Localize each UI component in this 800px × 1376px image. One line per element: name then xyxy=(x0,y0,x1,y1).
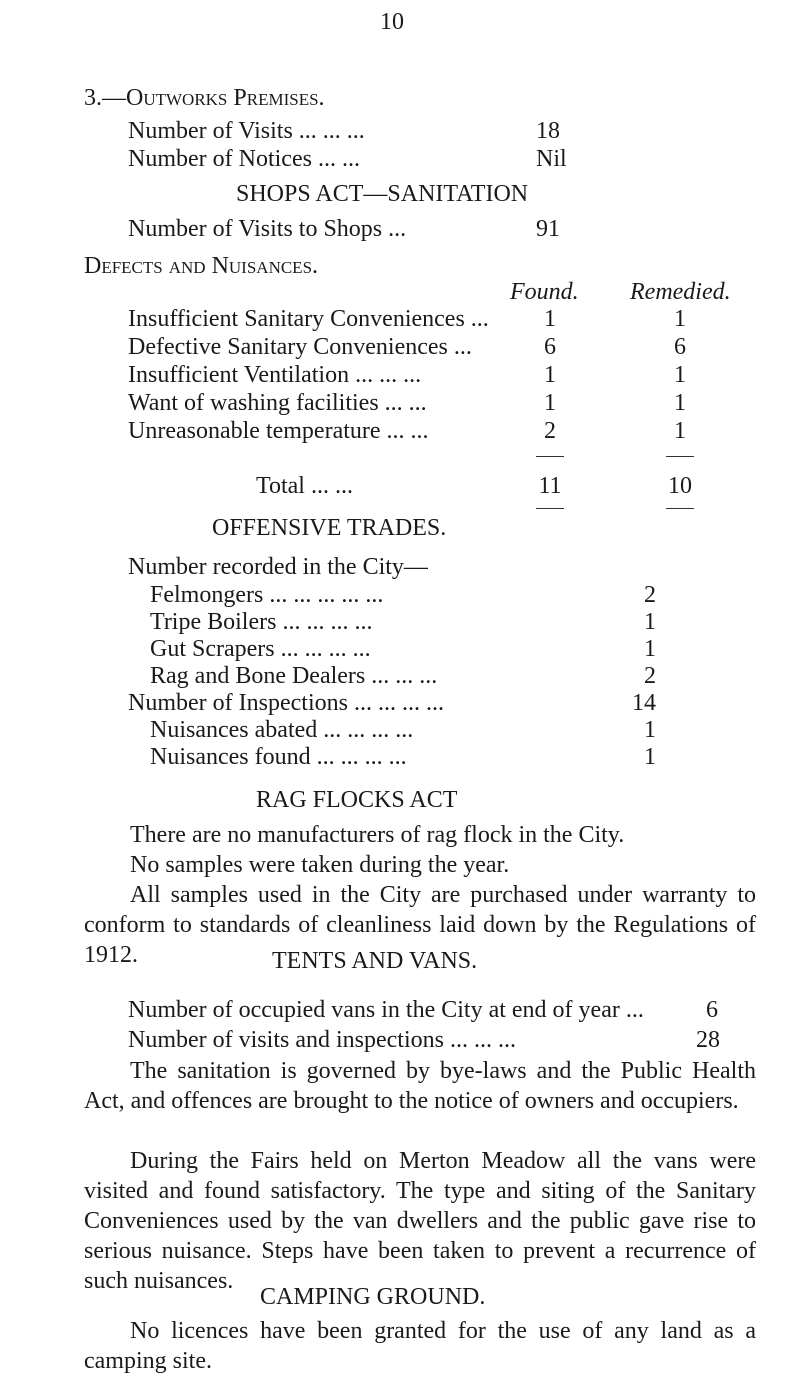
vans-label: Number of occupied vans in the City at end of year ... xyxy=(128,997,644,1023)
outworks-notices-label: Number of Notices ... ... xyxy=(128,146,360,172)
found-sum-rule xyxy=(536,456,564,457)
trade-label: Felmongers ... ... ... ... ... xyxy=(150,582,384,608)
shops-visits-label: Number of Visits to Shops ... xyxy=(128,216,407,242)
trade-label: Tripe Boilers ... ... ... ... xyxy=(150,609,373,635)
row-label: Unreasonable temperature ... ... xyxy=(128,418,429,444)
nuisances-found-label: Nuisances found ... ... ... ... xyxy=(150,744,407,770)
remedied-sum-rule xyxy=(666,456,694,457)
row-remedied: 1 xyxy=(674,418,686,444)
inspections-value: 14 xyxy=(632,690,656,716)
inspections-label: Number of Inspections ... ... ... ... xyxy=(128,690,444,716)
row-remedied: 1 xyxy=(674,362,686,388)
tents-text-1: The sanitation is governed by bye-laws and the Public Health Act, and offences are brought to the notice of owners and occupiers. xyxy=(84,1058,756,1114)
rag-text-1: There are no manufacturers of rag flock in the City. xyxy=(130,822,625,848)
nuisances-found-value: 1 xyxy=(644,744,656,770)
row-found: 2 xyxy=(544,418,556,444)
rag-text-2: No samples were taken during the year. xyxy=(130,852,510,878)
row-found: 1 xyxy=(544,362,556,388)
found-total-rule xyxy=(536,508,564,509)
defects-heading: Defects and Nuisances. xyxy=(84,253,319,279)
trade-value: 1 xyxy=(644,636,656,662)
tents-paragraph-2 xyxy=(84,1146,756,1296)
camping-heading: CAMPING GROUND. xyxy=(260,1284,486,1310)
row-label: Defective Sanitary Conveniences ... xyxy=(128,334,472,360)
trade-value: 2 xyxy=(644,582,656,608)
camping-paragraph xyxy=(84,1316,756,1376)
outworks-notices-value: Nil xyxy=(536,146,567,172)
rag-paragraph-2 xyxy=(84,850,756,880)
trade-label: Gut Scrapers ... ... ... ... xyxy=(150,636,371,662)
rag-heading: RAG FLOCKS ACT xyxy=(256,787,458,813)
row-found: 1 xyxy=(544,390,556,416)
row-label: Insufficient Ventilation ... ... ... xyxy=(128,362,422,388)
rag-paragraph-1 xyxy=(84,820,756,850)
tents-text-2: During the Fairs held on Merton Meadow all the vans were visited and found satisfactory. The type and siting of the Sanitary Conveniences used by the van dwellers and the public gave rise to serious nuisance. Steps have been taken to prevent a recurrence of such nuisances. xyxy=(84,1148,756,1294)
row-found: 6 xyxy=(544,334,556,360)
total-remedied: 10 xyxy=(668,473,692,499)
outworks-visits-label: Number of Visits ... ... ... xyxy=(128,118,365,144)
shops-visits-value: 91 xyxy=(536,216,560,242)
abated-label: Nuisances abated ... ... ... ... xyxy=(150,717,414,743)
row-remedied: 1 xyxy=(674,390,686,416)
rag-text-3: All samples used in the City are purchased under warranty to conform to standards of cleanliness laid down by the Regulations of 1912. xyxy=(84,882,756,968)
recorded-label: Number recorded in the City— xyxy=(128,554,428,580)
row-found: 1 xyxy=(544,306,556,332)
row-label: Want of washing facilities ... ... xyxy=(128,390,427,416)
outworks-heading: 3.—Outworks Premises. xyxy=(84,85,325,111)
trade-label: Rag and Bone Dealers ... ... ... xyxy=(150,663,438,689)
vans-value: 6 xyxy=(706,997,718,1023)
tents-visits-value: 28 xyxy=(696,1027,720,1053)
row-label: Insufficient Sanitary Conveniences ... xyxy=(128,306,489,332)
page-number: 10 xyxy=(380,9,404,35)
remedied-total-rule xyxy=(666,508,694,509)
total-found: 11 xyxy=(538,473,562,499)
row-remedied: 1 xyxy=(674,306,686,332)
tents-heading: TENTS AND VANS. xyxy=(272,948,478,974)
tents-visits-label: Number of visits and inspections ... ... ... xyxy=(128,1027,516,1053)
outworks-visits-value: 18 xyxy=(536,118,560,144)
tents-paragraph-1 xyxy=(84,1056,756,1116)
shops-heading: SHOPS ACT—SANITATION xyxy=(236,181,529,207)
offensive-heading: OFFENSIVE TRADES. xyxy=(212,515,447,541)
camping-text: No licences have been granted for the use of any land as a camping site. xyxy=(84,1318,756,1374)
total-label: Total ... ... xyxy=(256,473,353,499)
col-found-header: Found. xyxy=(510,279,579,305)
trade-value: 2 xyxy=(644,663,656,689)
col-remedied-header: Remedied. xyxy=(630,279,731,305)
trade-value: 1 xyxy=(644,609,656,635)
abated-value: 1 xyxy=(644,717,656,743)
row-remedied: 6 xyxy=(674,334,686,360)
